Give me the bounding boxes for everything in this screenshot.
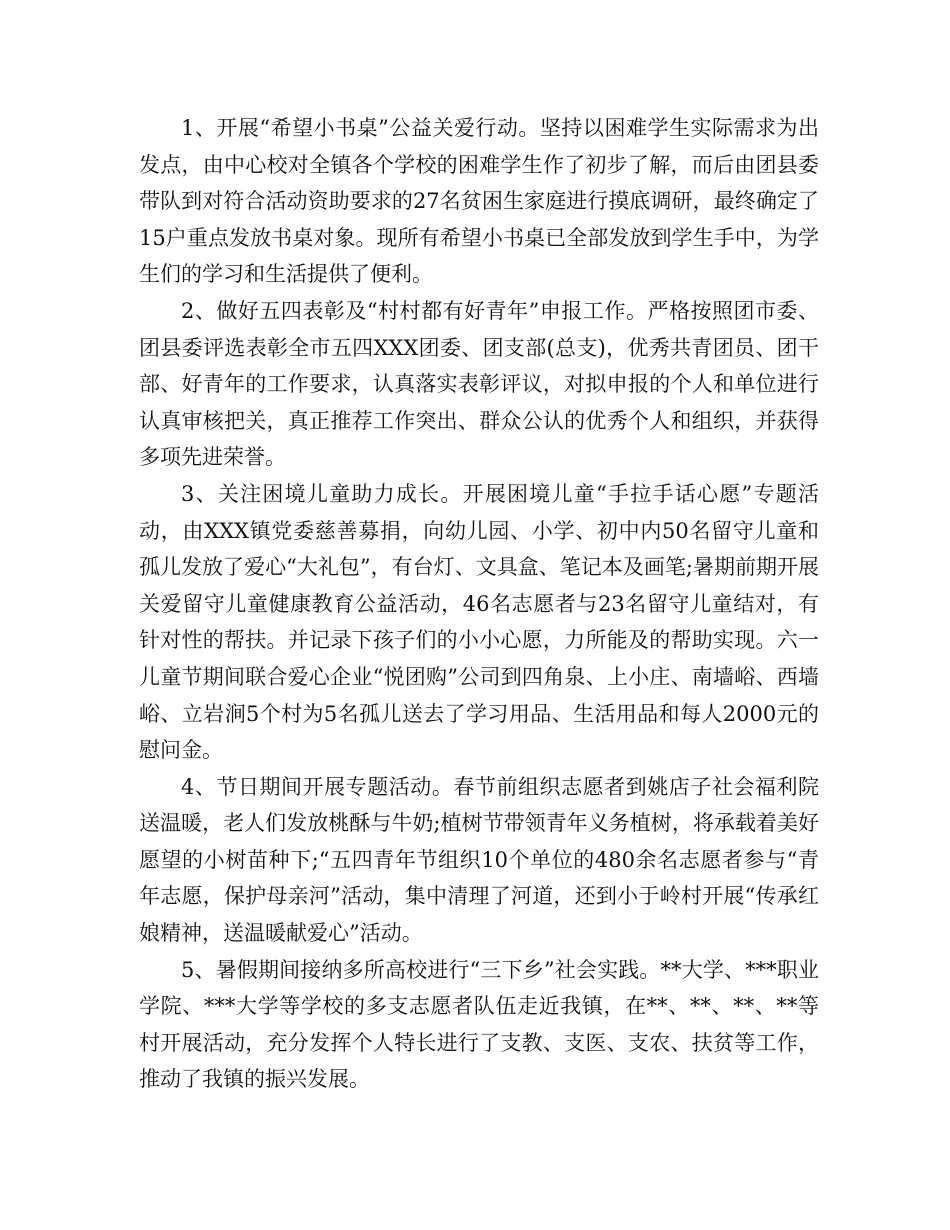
paragraph-4: 4、节日期间开展专题活动。春节前组织志愿者到姚店子社会福利院送温暖，老人们发放桃酥与牛奶;植树节带领青年义务植树，将承载着美好愿望的小树苗种下;“五四青年节组织10个单位的480余名志愿者参与“青年志愿，保护母亲河”活动，集中清理了河道，还到小于岭村开展“传承红娘精神，送温暖献爱心”活动。 — [139, 774, 819, 946]
paragraph-3: 3、关注困境儿童助力成长。开展困境儿童“手拉手话心愿”专题活动，由XXX镇党委慈善募捐，向幼儿园、小学、初中内50名留守儿童和孤儿发放了爱心“大礼包”，有台灯、文具盒、笔记本及画笔;暑期前期开展关爱留守儿童健康教育公益活动，46名志愿者与23名留守儿童结对，有针对性的帮扶。并记录下孩子们的小小心愿，力所能及的帮助实现。六一儿童节期间联合爱心企业“悦团购”公司到四角泉、上小庄、南墙峪、西墙峪、立岩涧5个村为5名孤儿送去了学习用品、生活用品和每人2000元的慰问金。 — [139, 481, 819, 763]
document-body — [139, 110, 819, 1098]
paragraph-2: 2、做好五四表彰及“村村都有好青年”申报工作。严格按照团市委、团县委评选表彰全市五四XXX团委、团支部(总支)，优秀共青团员、团干部、好青年的工作要求，认真落实表彰评议，对拟申报的个人和单位进行认真审核把关，真正推荐工作突出、群众公认的优秀个人和组织，并获得多项先进荣誉。 — [139, 298, 819, 470]
paragraph-5: 5、暑假期间接纳多所高校进行“三下乡”社会实践。**大学、***职业学院、***大学等学校的多支志愿者队伍走近我镇，在**、**、**、**等村开展活动，充分发挥个人特长进行了支教、支医、支农、扶贫等工作，推动了我镇的振兴发展。 — [139, 957, 819, 1092]
paragraph-1: 1、开展“希望小书桌”公益关爱行动。坚持以困难学生实际需求为出发点，由中心校对全镇各个学校的困难学生作了初步了解，而后由团县委带队到对符合活动资助要求的27名贫困生家庭进行摸底调研，最终确定了15户重点发放书桌对象。现所有希望小书桌已全部发放到学生手中，为学生们的学习和生活提供了便利。 — [139, 116, 819, 287]
